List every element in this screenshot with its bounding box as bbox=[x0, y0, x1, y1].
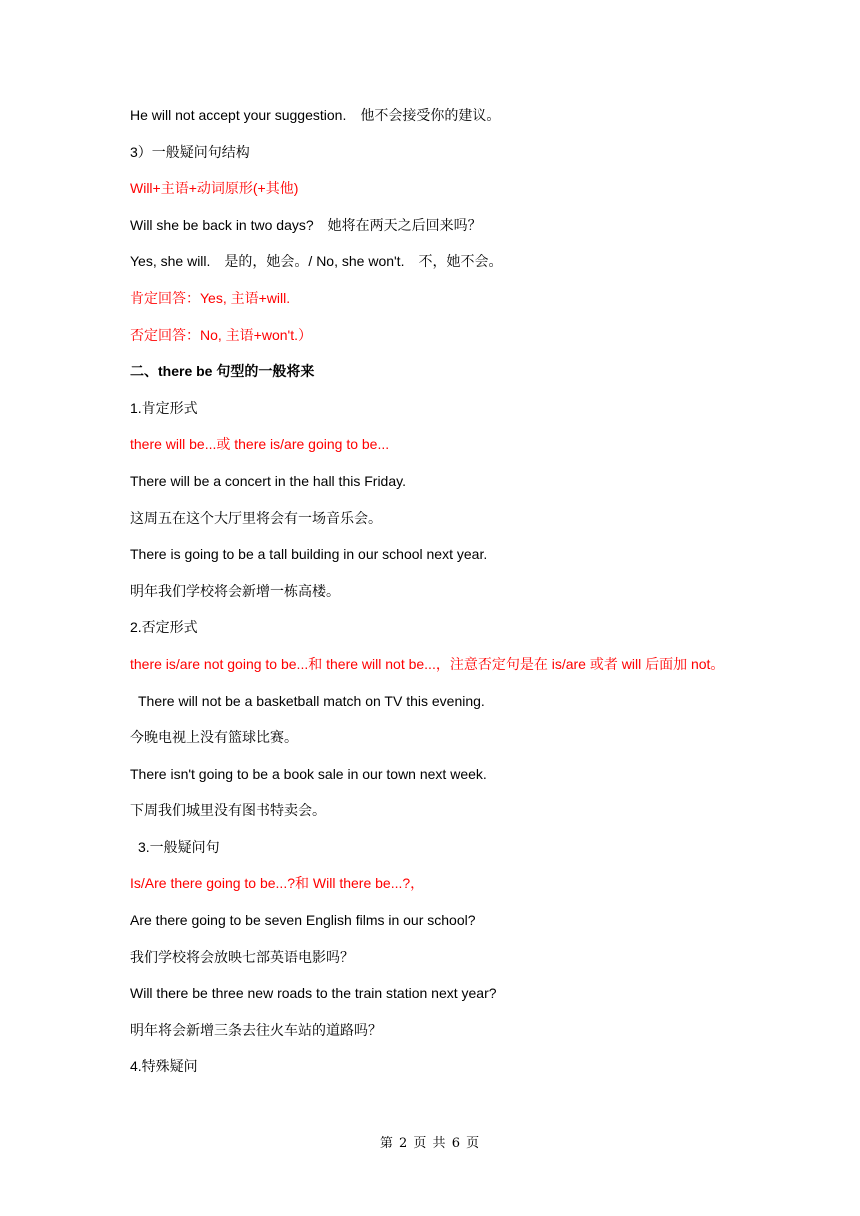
structure-formula: Is/Are there going to be...?和 Will there be...?， bbox=[130, 875, 425, 892]
structure-formula: there is/are not going to be...和 there will not be...，注意否定句是在 is/are 或者 will 后面加 not。 bbox=[130, 655, 725, 672]
page-footer: 第 2 页 共 6 页 bbox=[379, 1136, 481, 1151]
section-heading: 3）一般疑问句结构 bbox=[130, 143, 250, 160]
chapter-heading: 二、there be 句型的一般将来 bbox=[130, 363, 315, 380]
translation: 明年我们学校将会新增一栋高楼。 bbox=[130, 582, 340, 599]
translation: 这周五在这个大厅里将会有一场音乐会。 bbox=[130, 509, 382, 526]
section-heading: 2.否定形式 bbox=[130, 619, 198, 636]
example-sentence: Yes, she will. 是的，她会。/ No, she won't. 不，她不会。 bbox=[130, 253, 503, 270]
example-sentence: There will not be a basketball match on TV this evening. bbox=[138, 692, 485, 709]
structure-formula: Will+主语+动词原形(+其他) bbox=[130, 180, 299, 197]
negative-answer-rule: 否定回答：No, 主语+won't.） bbox=[130, 326, 312, 343]
document-body bbox=[130, 103, 830, 1091]
example-sentence: Are there going to be seven English films in our school? bbox=[130, 912, 476, 929]
translation: 明年将会新增三条去往火车站的道路吗？ bbox=[130, 1021, 382, 1038]
example-sentence: Will she be back in two days? 她将在两天之后回来吗？ bbox=[130, 216, 482, 233]
translation: 我们学校将会放映七部英语电影吗？ bbox=[130, 948, 354, 965]
example-sentence: He will not accept your suggestion. 他不会接受你的建议。 bbox=[130, 107, 501, 123]
translation: 今晚电视上没有篮球比赛。 bbox=[130, 729, 298, 746]
example-sentence: There is going to be a tall building in our school next year. bbox=[130, 546, 488, 563]
translation: 下周我们城里没有图书特卖会。 bbox=[130, 802, 326, 819]
example-sentence: Will there be three new roads to the train station next year? bbox=[130, 985, 497, 1002]
section-heading: 4.特殊疑问 bbox=[130, 1058, 198, 1075]
example-sentence: There will be a concert in the hall this Friday. bbox=[130, 472, 406, 489]
affirmative-answer-rule: 肯定回答：Yes, 主语+will. bbox=[130, 289, 291, 306]
structure-formula: there will be...或 there is/are going to be... bbox=[130, 436, 390, 453]
example-sentence: There isn't going to be a book sale in our town next week. bbox=[130, 765, 487, 782]
section-heading: 1.肯定形式 bbox=[130, 399, 198, 416]
section-heading: 3.一般疑问句 bbox=[138, 838, 220, 855]
